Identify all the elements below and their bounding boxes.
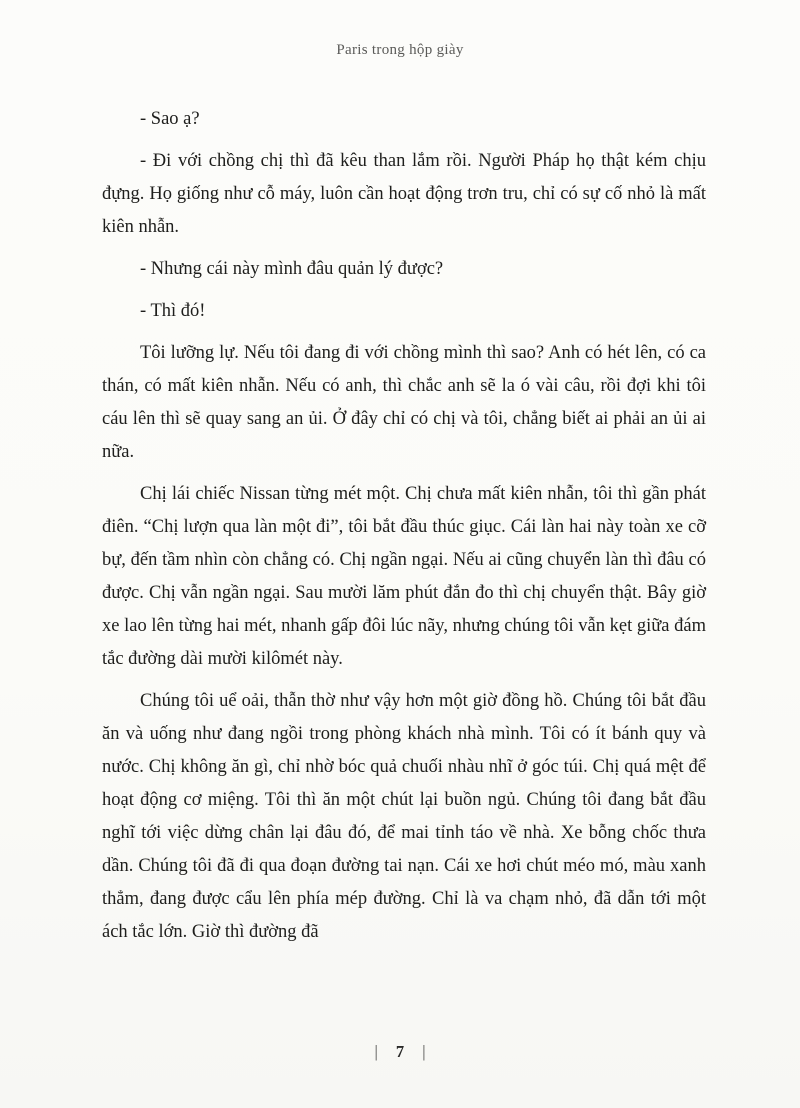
paragraph: Chúng tôi uể oải, thẫn thờ như vậy hơn một giờ đồng hồ. Chúng tôi bắt đầu ăn và uống như đang ngồi trong phòng khách nhà mình. Tôi có ít bánh quy và nước. Chị không ăn gì, chỉ nhờ bóc quả chuối nhàu nhĩ ở góc túi. Chị quá mệt để hoạt động cơ miệng. Tôi thì ăn một chút lại buồn ngủ. Chúng tôi đang bắt đầu nghĩ tới việc dừng chân lại đâu đó, để mai tỉnh táo về nhà. Xe bỗng chốc thưa dần. Chúng tôi đã đi qua đoạn đường tai nạn. Cái xe hơi chút méo mó, màu xanh thẳm, đang được cẩu lên phía mép đường. Chỉ là va chạm nhỏ, đã dẫn tới một ách tắc lớn. Giờ thì đường đã: [102, 691, 706, 942]
paragraph-dialogue: - Nhưng cái này mình đâu quản lý được?: [140, 259, 444, 279]
paragraph-dialogue: - Thì đó!: [140, 301, 206, 321]
paragraph: Chị lái chiếc Nissan từng mét một. Chị chưa mất kiên nhẫn, tôi thì gần phát điên. “Chị lượn qua làn một đi”, tôi bắt đầu thúc giục. Cái làn hai này toàn xe cỡ bự, đến tầm nhìn còn chẳng có. Chị ngần ngại. Nếu ai cũng chuyển làn thì đâu có được. Chị vẫn ngần ngại. Sau mười lăm phút đắn đo thì chị chuyển thật. Bây giờ xe lao lên từng hai mét, nhanh gấp đôi lúc nãy, nhưng chúng tôi vẫn kẹt giữa đám tắc đường dài mười kilômét này.: [102, 484, 706, 669]
paragraph-dialogue: - Sao ạ?: [140, 109, 200, 129]
paragraph-dialogue: - Đi với chồng chị thì đã kêu than lắm rồi. Người Pháp họ thật kém chịu đựng. Họ giống như cỗ máy, luôn cần hoạt động trơn tru, chỉ có sự cố nhỏ là mất kiên nhẫn.: [102, 151, 706, 237]
page-body: [102, 103, 706, 958]
page-number: 7: [395, 1042, 405, 1061]
paragraph: Tôi lưỡng lự. Nếu tôi đang đi với chồng mình thì sao? Anh có hét lên, có ca thán, có mất kiên nhẫn. Nếu có anh, thì chắc anh sẽ la ó vài câu, rồi đợi khi tôi cáu lên thì sẽ quay sang an ủi. Ở đây chỉ có chị và tôi, chẳng biết ai phải an ủi ai nữa.: [102, 343, 706, 462]
running-head: Paris trong hộp giày: [336, 42, 464, 58]
page-footer: [0, 1042, 800, 1062]
footer-left-bar: |: [374, 1042, 378, 1061]
footer-right-bar: |: [422, 1042, 426, 1061]
